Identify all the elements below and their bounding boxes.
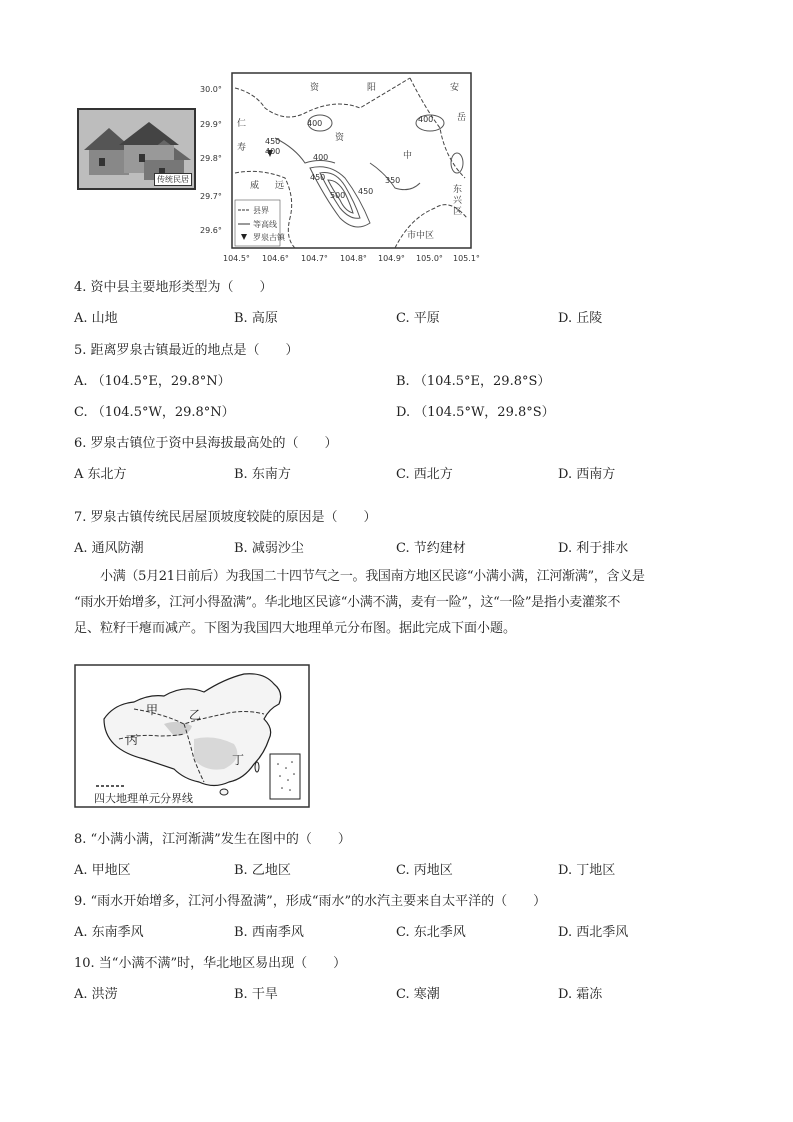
passage-line: 小满（5月21日前后）为我国二十四节气之一。我国南方地区民谚“小满小满，江河渐满”，含义是	[100, 569, 645, 584]
place-label: 威	[250, 181, 260, 191]
q8-option-d[interactable]: D. 丁地区	[558, 863, 616, 878]
q5-option-a[interactable]: A. （104.5°E，29.8°N）	[74, 374, 231, 389]
south-sea-inset	[270, 754, 300, 799]
passage	[74, 564, 724, 642]
place-label: 区	[453, 207, 463, 217]
q5-option-c[interactable]: C. （104.5°W，29.8°N）	[74, 405, 235, 420]
question-4-stem: 4. 资中县主要地形类型为（ ）	[74, 280, 273, 295]
q10-option-d[interactable]: D. 霜冻	[558, 987, 603, 1002]
region-label-jia: 甲	[146, 703, 159, 717]
place-label: 东	[453, 185, 463, 195]
lat-tick: 29.9°	[200, 120, 222, 129]
q8-option-b[interactable]: B. 乙地区	[234, 863, 291, 878]
contour-value: 450	[358, 187, 374, 196]
place-label: 资	[310, 83, 320, 93]
q6-option-c[interactable]: C. 西北方	[396, 467, 453, 482]
region-label-yi: 乙	[189, 708, 202, 722]
hainan-island	[220, 789, 228, 795]
lon-tick: 104.6°	[262, 254, 289, 263]
lat-tick: 29.7°	[200, 192, 222, 201]
q7-option-c[interactable]: C. 节约建材	[396, 541, 466, 556]
lon-tick: 105.0°	[416, 254, 443, 263]
question-7-stem: 7. 罗泉古镇传统民居屋顶坡度较陡的原因是（ ）	[74, 510, 377, 525]
contour-value: 450	[310, 173, 326, 182]
place-label: 中	[403, 151, 413, 161]
place-label: 阳	[367, 83, 377, 93]
taiwan-island	[255, 762, 259, 772]
q4-option-c[interactable]: C. 平原	[396, 311, 440, 326]
q6-option-d[interactable]: D. 西南方	[558, 467, 616, 482]
question-9-stem: 9. “雨水开始增多，江河小得盈满”，形成“雨水”的水汽主要来自太平洋的（ ）	[74, 894, 547, 909]
q9-option-c[interactable]: C. 东北季风	[396, 925, 466, 940]
q6-option-b[interactable]: B. 东南方	[234, 467, 291, 482]
contour-value: 400	[307, 119, 323, 128]
q5-option-d[interactable]: D. （104.5°W，29.8°S）	[396, 405, 555, 420]
lon-tick: 104.5°	[223, 254, 250, 263]
q9-option-b[interactable]: B. 西南季风	[234, 925, 304, 940]
q8-option-a[interactable]: A. 甲地区	[74, 863, 131, 878]
q7-option-d[interactable]: D. 利于排水	[558, 541, 629, 556]
china-geo-units-map	[74, 664, 310, 808]
photo-caption: 传统民居	[154, 173, 192, 186]
legend-label: 罗泉古镇	[253, 233, 285, 242]
legend-label: 等高线	[253, 220, 277, 229]
contour-map	[195, 68, 495, 268]
lat-tick: 30.0°	[200, 85, 222, 94]
q9-option-a[interactable]: A. 东南季风	[74, 925, 144, 940]
place-label: 岳	[457, 113, 467, 123]
passage-line: 足、粒籽干瘪而减产。下图为我国四大地理单元分布图。据此完成下面小题。	[74, 621, 517, 636]
lon-tick: 105.1°	[453, 254, 480, 263]
place-label: 兴	[453, 196, 463, 206]
question-10-stem: 10. 当“小满不满”时，华北地区易出现（ ）	[74, 956, 347, 971]
region-label-ding: 丁	[232, 753, 245, 767]
place-label: 资	[335, 133, 345, 143]
passage-line: “雨水开始增多，江河小得盈满”。华北地区民谚“小满不满，麦有一险”，这“一险”是指小麦灌浆不	[74, 595, 621, 610]
contour-value: 400	[418, 115, 434, 124]
q6-option-a[interactable]: A 东北方	[74, 467, 127, 482]
q10-option-c[interactable]: C. 寒潮	[396, 987, 440, 1002]
q10-option-b[interactable]: B. 干旱	[234, 987, 278, 1002]
legend-label: 四大地理单元分界线	[94, 792, 193, 805]
contour-value: 450	[265, 137, 281, 146]
traditional-dwelling-photo	[77, 108, 196, 190]
region-label-bing: 丙	[126, 733, 139, 747]
question-6-stem: 6. 罗泉古镇位于资中县海拔最高处的（ ）	[74, 436, 338, 451]
q5-option-b[interactable]: B. （104.5°E，29.8°S）	[396, 374, 551, 389]
lon-tick: 104.9°	[378, 254, 405, 263]
lon-tick: 104.7°	[301, 254, 328, 263]
lon-tick: 104.8°	[340, 254, 367, 263]
place-label: 寿	[237, 143, 247, 153]
q10-option-a[interactable]: A. 洪涝	[74, 987, 118, 1002]
q7-option-a[interactable]: A. 通风防潮	[74, 541, 144, 556]
q9-option-d[interactable]: D. 西北季风	[558, 925, 629, 940]
legend-label: 县界	[253, 206, 269, 215]
question-5-stem: 5. 距离罗泉古镇最近的地点是（ ）	[74, 343, 299, 358]
question-8-stem: 8. “小满小满，江河渐满”发生在图中的（ ）	[74, 832, 351, 847]
q8-option-c[interactable]: C. 丙地区	[396, 863, 453, 878]
q4-option-b[interactable]: B. 高原	[234, 311, 278, 326]
contour-value: 400	[313, 153, 329, 162]
contour-value: 500	[330, 191, 346, 200]
lat-tick: 29.8°	[200, 154, 222, 163]
q4-option-a[interactable]: A. 山地	[74, 311, 118, 326]
q4-option-d[interactable]: D. 丘陵	[558, 311, 603, 326]
place-label: 仁	[237, 119, 247, 129]
place-label: 远	[275, 181, 285, 191]
place-label: 安	[450, 83, 460, 93]
place-label: 市中区	[407, 231, 435, 241]
q7-option-b[interactable]: B. 减弱沙尘	[234, 541, 304, 556]
contour-value: 400	[265, 147, 281, 156]
lat-tick: 29.6°	[200, 226, 222, 235]
contour-value: 350	[385, 176, 401, 185]
